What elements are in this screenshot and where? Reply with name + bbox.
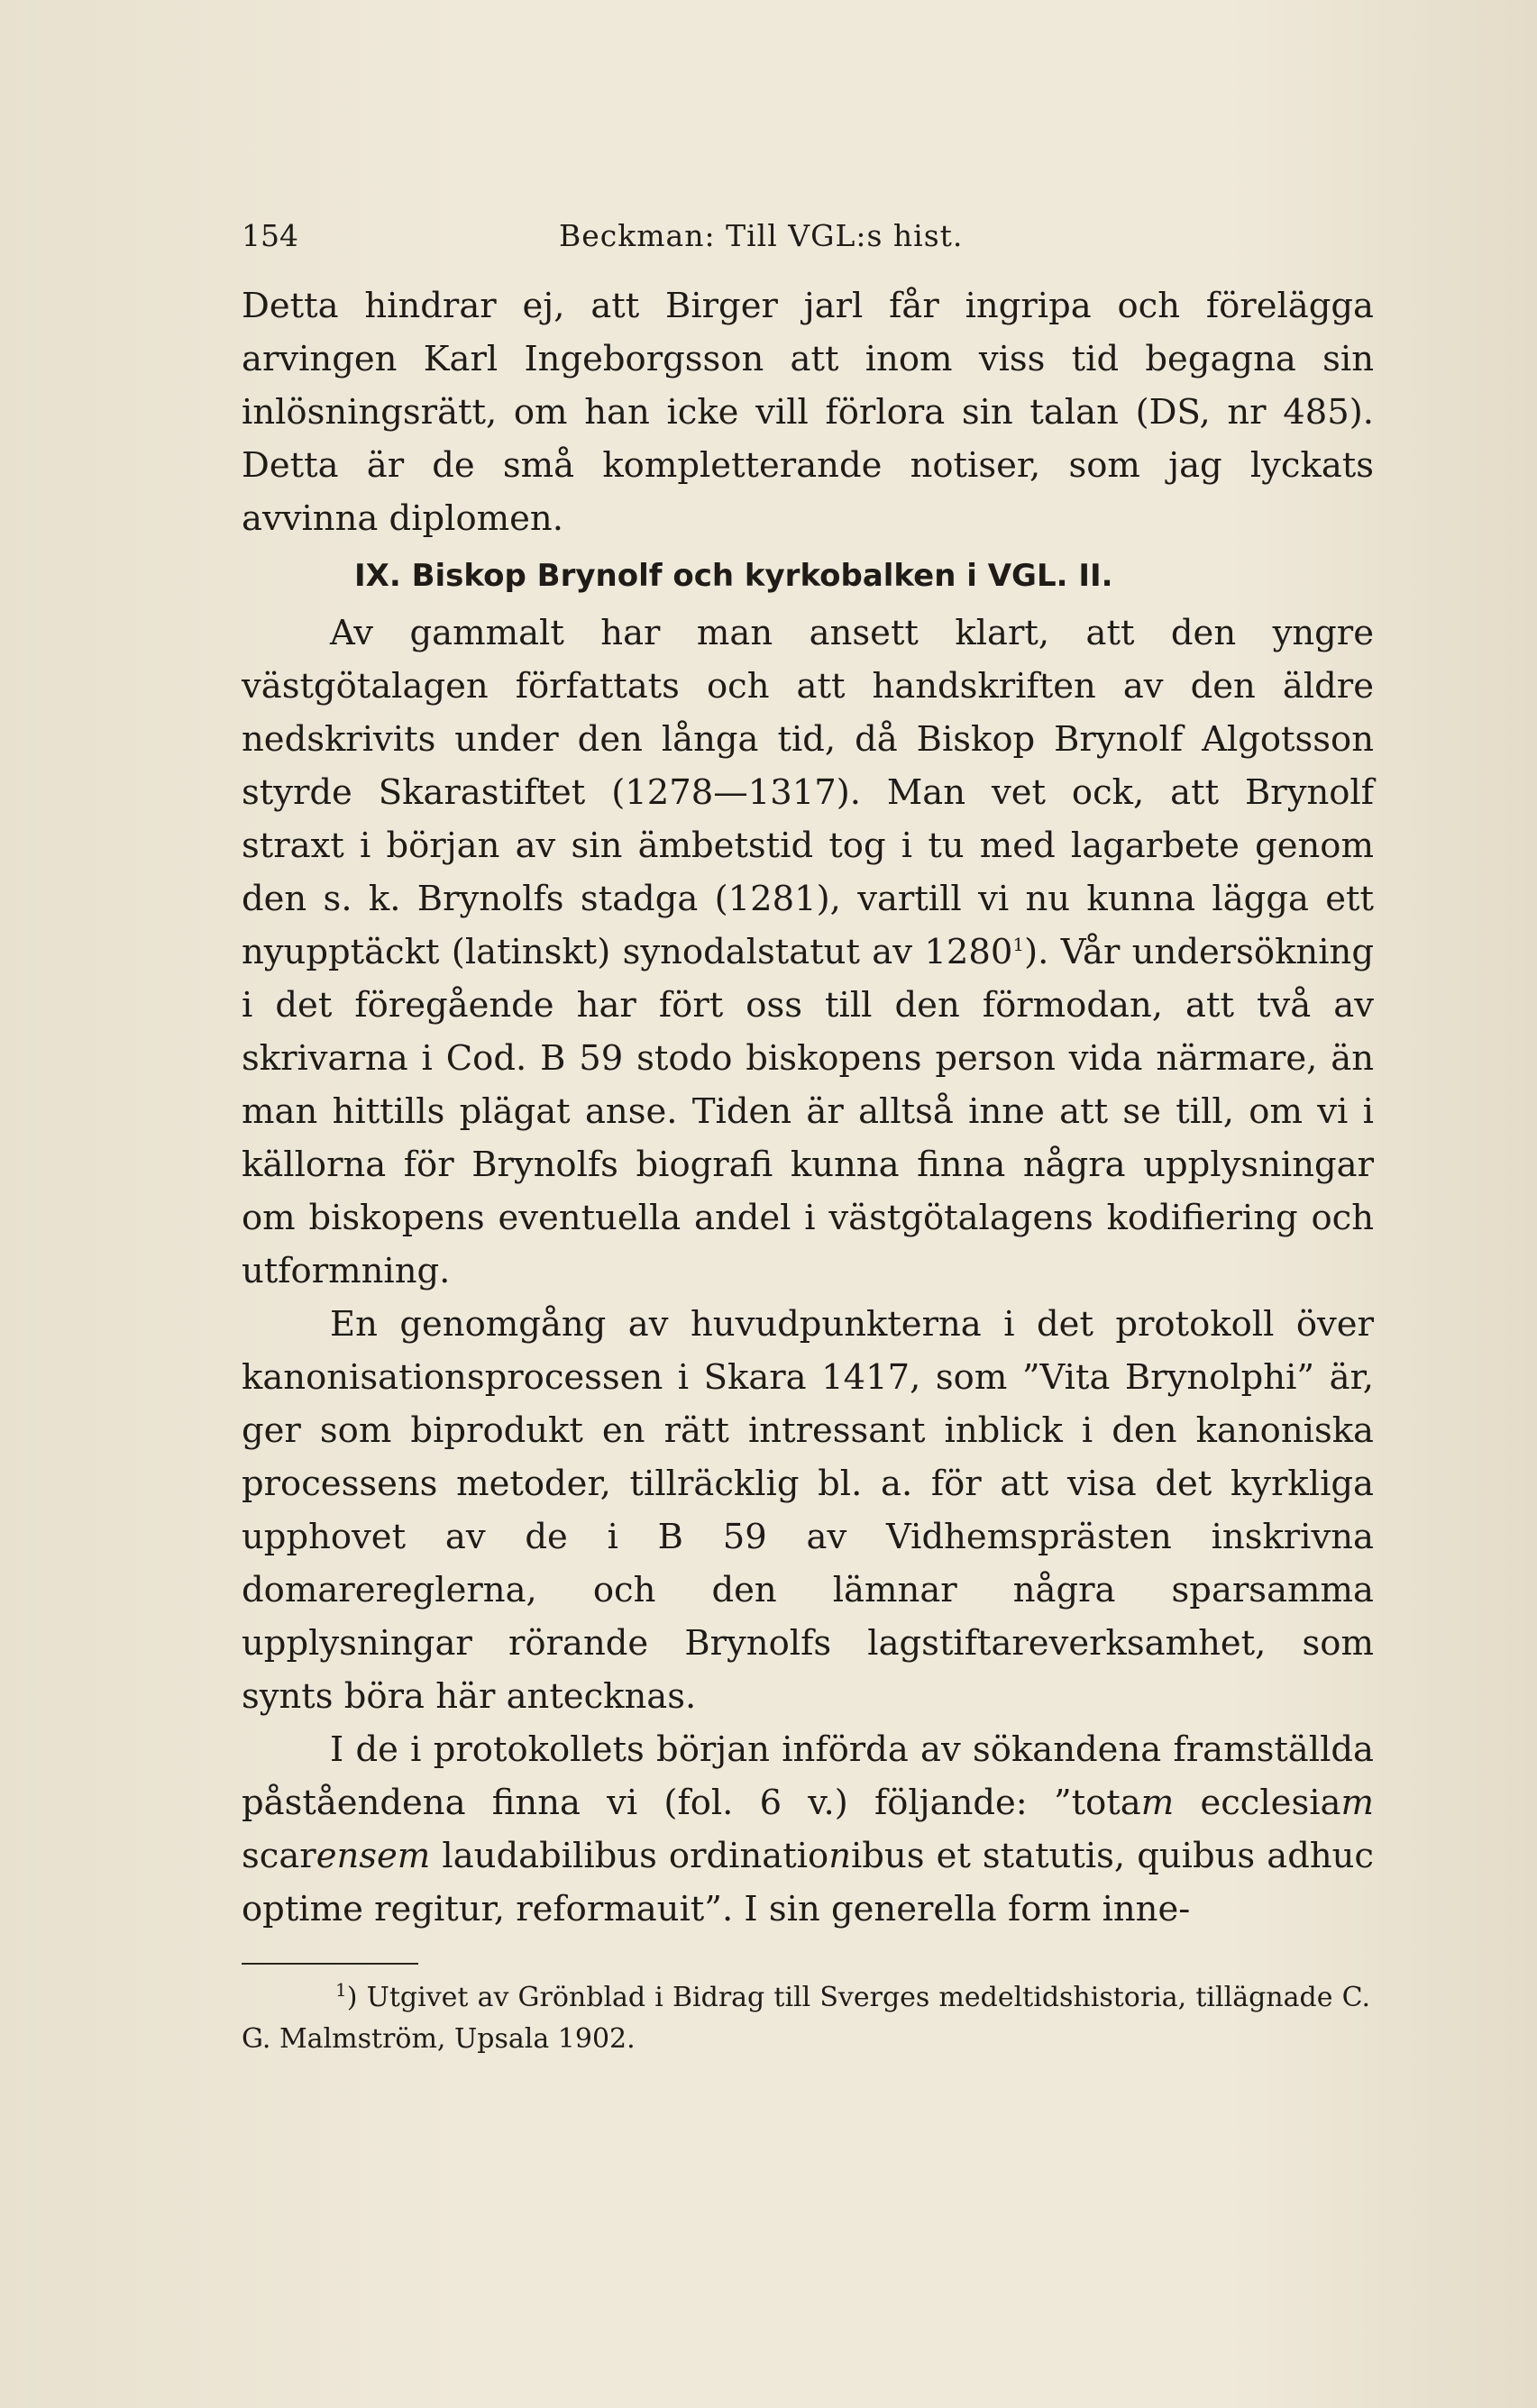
body-paragraph-3 — [242, 1723, 1374, 1936]
italic-expansion: m — [1340, 1783, 1374, 1823]
running-title: Beckman: Till VGL:s hist. — [559, 218, 964, 253]
paragraph-3-segment: ecclesia — [1174, 1783, 1341, 1823]
footnote-divider — [242, 1963, 418, 1965]
footnote — [242, 1977, 1370, 2060]
footnote-text: ) Utgivet av Grönblad i Bidrag till Sverges medeltidshistoria, tillägnade C. G. Malmström, Upsala 1902. — [242, 1982, 1370, 2055]
italic-expansion: m — [1140, 1783, 1175, 1823]
page-number: 154 — [242, 218, 298, 253]
paragraph-3-segment: laudabilibus ordinatio — [430, 1836, 829, 1876]
paragraph-1-text: Av gammalt har man ansett klart, att den yngre västgötalagen författats och att handskriften av den äldre nedskrivits under den långa tid, då Biskop Brynolf Algotsson styrde Skarastiftet (1278—1317). Man vet ock, att Brynolf straxt i början av sin ämbetstid tog i tu med lagarbete genom den s. k. Brynolfs stadga (1281), vartill vi nu kunna lägga ett nyupptäckt (latinskt) synodalstatut av 1280 — [242, 613, 1374, 972]
section-heading: IX. Biskop Brynolf och kyrkobalken i VGL. II. — [354, 558, 1113, 594]
italic-expansion: n — [828, 1836, 851, 1876]
paragraph-3-segment: ibus et statutis, quibus adhuc optime regitur, reformauit”. I sin generella form inne- — [242, 1836, 1374, 1929]
footnote-mark: 1 — [335, 1979, 347, 2001]
footnote-reference[interactable]: 1 — [1012, 934, 1025, 956]
italic-expansion: ensem — [316, 1836, 431, 1876]
body-paragraph-1 — [242, 607, 1374, 1298]
intro-paragraph: Detta hindrar ej, att Birger jarl får ingripa och förelägga arvingen Karl Ingeborgsson att inom viss tid begagna sin inlösningsrätt, om han icke vill förlora sin talan (DS, nr 485). Detta är de små kompletterande notiser, som jag lyckats avvinna diplomen. — [242, 286, 1374, 539]
paragraph-3-segment: scar — [242, 1836, 316, 1876]
paragraph-1-tail: ). Vår undersökning i det föregående har fört oss till den förmodan, att två av skrivarna i Cod. B 59 stodo biskopens person vida närmare, än man hittills plägat anse. Tiden är alltså inne att se till, om vi i källorna för Brynolfs biografi kunna finna några upplysningar om biskopens eventuella andel i västgötalagens kodifiering och utformning. — [242, 932, 1374, 1291]
body-paragraph-2: En genomgång av huvudpunkterna i det protokoll över kanonisationsprocessen i Skara 1417, som ”Vita Brynolphi” är, ger som biprodukt en rätt intressant inblick i den kanoniska processens metoder, tillräcklig bl. a. för att visa det kyrkliga upphovet av de i B 59 av Vidhemsprästen inskrivna domarereglerna, och den lämnar några sparsamma upplysningar rörande Brynolfs lagstiftareverksamhet, som synts böra här antecknas. — [242, 1304, 1374, 1717]
paragraph-3-lead: I de i protokollets början införda av sökandena framställda påståendena finna vi (fol. 6 v.) följande: ”tota — [242, 1729, 1374, 1823]
book-page — [242, 216, 1374, 2060]
running-head — [242, 216, 1374, 256]
